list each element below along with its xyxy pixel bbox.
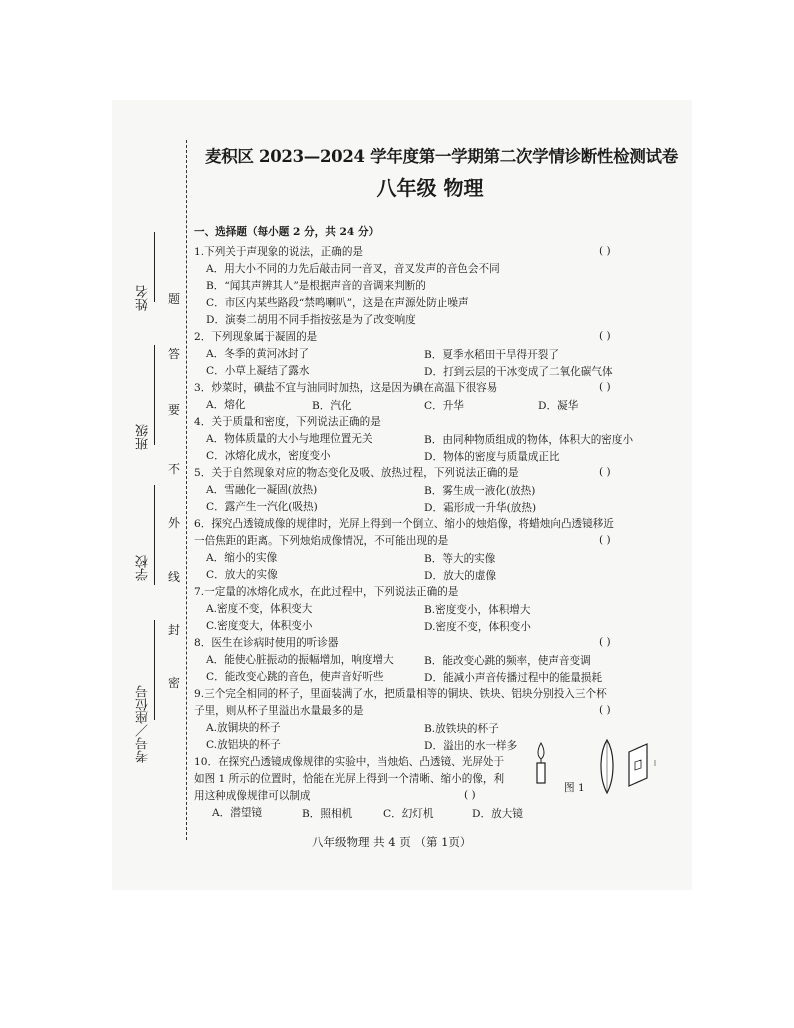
answer-paren: ( ): [599, 330, 611, 342]
question-stem: 4．关于质量和密度，下列说法正确的是: [194, 416, 381, 428]
question-option: A．潜望镜: [212, 807, 263, 819]
question-option: D．溢出的水一样多: [424, 740, 518, 752]
answer-paren: ( ): [599, 534, 611, 546]
question-option: C．能改变心跳的音色，使声音好听些: [206, 671, 384, 683]
question-stem: 10．在探究凸透镜成像规律的实验中，当烛焰、凸透镜、光屏处于: [194, 756, 505, 768]
seat-fill-line: [154, 620, 156, 720]
answer-paren: ( ): [599, 466, 611, 478]
question-option: B.放铁块的杯子: [424, 723, 499, 735]
question-option: C．冰熔化成水，密度变小: [206, 450, 331, 462]
seal-char: 外: [168, 516, 181, 530]
seal-char: 不: [168, 462, 181, 476]
figure-label: 图 1: [564, 782, 585, 794]
question-option: C．幻灯机: [383, 808, 434, 820]
name-fill-line: [154, 232, 156, 302]
exam-subtitle: 八年级 物理: [376, 176, 484, 200]
question-option: B.密度变小，体积增大: [424, 604, 531, 616]
question-stem: 5．关于自然现象对应的物态变化及吸、放热过程，下列说法正确的是: [194, 467, 519, 479]
side-label-class: 班级: [136, 424, 151, 450]
question-option: A.放铜块的杯子: [206, 722, 281, 734]
question-option: C．升华: [424, 400, 464, 412]
binding-line: [186, 140, 188, 840]
question-option: B．“闻其声辨其人”是根据声音的音调来判断的: [206, 280, 426, 292]
side-label-seat: 考号／座位号: [136, 685, 151, 763]
question-option: D．演奏二胡用不同手指按弦是为了改变响度: [206, 314, 416, 326]
question-stem: 用这种成像规律可以制成: [194, 790, 311, 802]
question-option: B．能改变心跳的频率，使声音变调: [424, 655, 591, 667]
question-option: D．霜形成一升华(放热): [424, 502, 537, 514]
answer-paren: ( ): [599, 381, 611, 393]
question-option: B．由同种物质组成的物体，体积大的密度小: [424, 434, 634, 446]
question-option: D．放大的虚像: [424, 570, 497, 582]
question-option: D．打到云层的干冰变成了二氧化碳气体: [424, 366, 613, 378]
question-stem: 如图 1 所示的位置时，恰能在光屏上得到一个清晰、缩小的像，利: [194, 773, 505, 785]
seal-char: 封: [168, 623, 181, 637]
question-stem: 6．探究凸透镜成像的规律时，光屏上得到一个倒立、缩小的烛焰像，将蜡烛向凸透镜移近: [194, 518, 614, 530]
question-stem: 子里，则从杯子里溢出水量最多的是: [194, 705, 364, 717]
side-label-name: 姓名: [136, 285, 151, 311]
question-stem: 9.三个完全相同的杯子，里面装满了水，把质量相等的铜块、铁块、铝块分别投入三个杯: [194, 688, 607, 700]
school-fill-line: [154, 485, 156, 585]
question-option: D．能减小声音传播过程中的能量损耗: [424, 672, 602, 684]
seal-char: 题: [168, 292, 181, 306]
question-option: B．汽化: [312, 400, 352, 412]
seal-char: 要: [168, 403, 181, 417]
convex-lens-icon: [601, 740, 613, 793]
question-stem: 一倍焦距的距离。下列烛焰成像情况，不可能出现的是: [194, 535, 449, 547]
candle-icon: [537, 743, 545, 783]
answer-paren: ( ): [599, 245, 611, 257]
question-option: A．物体质量的大小与地理位置无关: [206, 433, 373, 445]
question-option: A．冬季的黄河冰封了: [206, 348, 309, 360]
question-option: D．放大镜: [472, 808, 523, 820]
question-option: D．物体的密度与质量成正比: [424, 451, 560, 463]
lens-experiment-figure: [525, 738, 665, 798]
question-stem: 8．医生在诊病时使用的听诊器: [194, 637, 339, 649]
seal-char: 答: [168, 347, 181, 361]
class-fill-line: [154, 345, 156, 445]
question-option: A．雪融化一凝固(放热): [206, 484, 318, 496]
question-option: B．雾生成一液化(放热): [424, 485, 536, 497]
question-stem: 2．下列现象属于凝固的是: [194, 331, 318, 343]
question-option: C．露产生一汽化(吸热): [206, 501, 318, 513]
question-stem: 7.一定量的冰熔化成水，在此过程中，下列说法正确的是: [194, 586, 459, 598]
page-footer: 八年级物理 共 4 页 （第 1页）: [312, 835, 472, 849]
question-option: A．缩小的实像: [206, 552, 278, 564]
answer-paren: ( ): [599, 704, 611, 716]
question-option: A．能使心脏振动的振幅增加，响度增大: [206, 654, 394, 666]
question-option: B．夏季水稻田干旱得开裂了: [424, 349, 559, 361]
question-option: C．市区内某些路段“禁鸣喇叭”，这是在声源处防止噪声: [206, 297, 469, 309]
question-option: C.密度变大，体积变小: [206, 620, 313, 632]
screen-icon: [629, 744, 647, 786]
seal-char: 线: [168, 570, 181, 584]
section-heading: 一、选择题（每小题 2 分，共 24 分）: [194, 226, 380, 238]
side-label-school: 学校: [136, 555, 151, 581]
question-option: D．凝华: [538, 400, 579, 412]
answer-paren: ( ): [464, 789, 476, 801]
question-option: A．熔化: [206, 399, 246, 411]
seal-char: 密: [168, 676, 181, 690]
question-stem: 3．炒菜时，碘盐不宜与油同时加热，这是因为碘在高温下很容易: [194, 382, 498, 394]
question-option: D.密度不变，体积变小: [424, 621, 531, 633]
question-option: C.放铝块的杯子: [206, 739, 281, 751]
question-option: B．照相机: [302, 808, 353, 820]
question-stem: 1.下列关于声现象的说法，正确的是: [194, 246, 364, 258]
answer-paren: ( ): [599, 636, 611, 648]
question-option: C．放大的实像: [206, 569, 278, 581]
question-option: A.密度不变，体积变大: [206, 603, 313, 615]
question-option: C．小草上凝结了露水: [206, 365, 310, 377]
question-option: A．用大小不同的力先后敲击同一音叉，音叉发声的音色会不同: [206, 263, 500, 275]
question-option: B．等大的实像: [424, 553, 496, 565]
exam-title: 麦积区 2023—2024 学年度第一学期第二次学情诊断性检测试卷: [205, 147, 678, 166]
